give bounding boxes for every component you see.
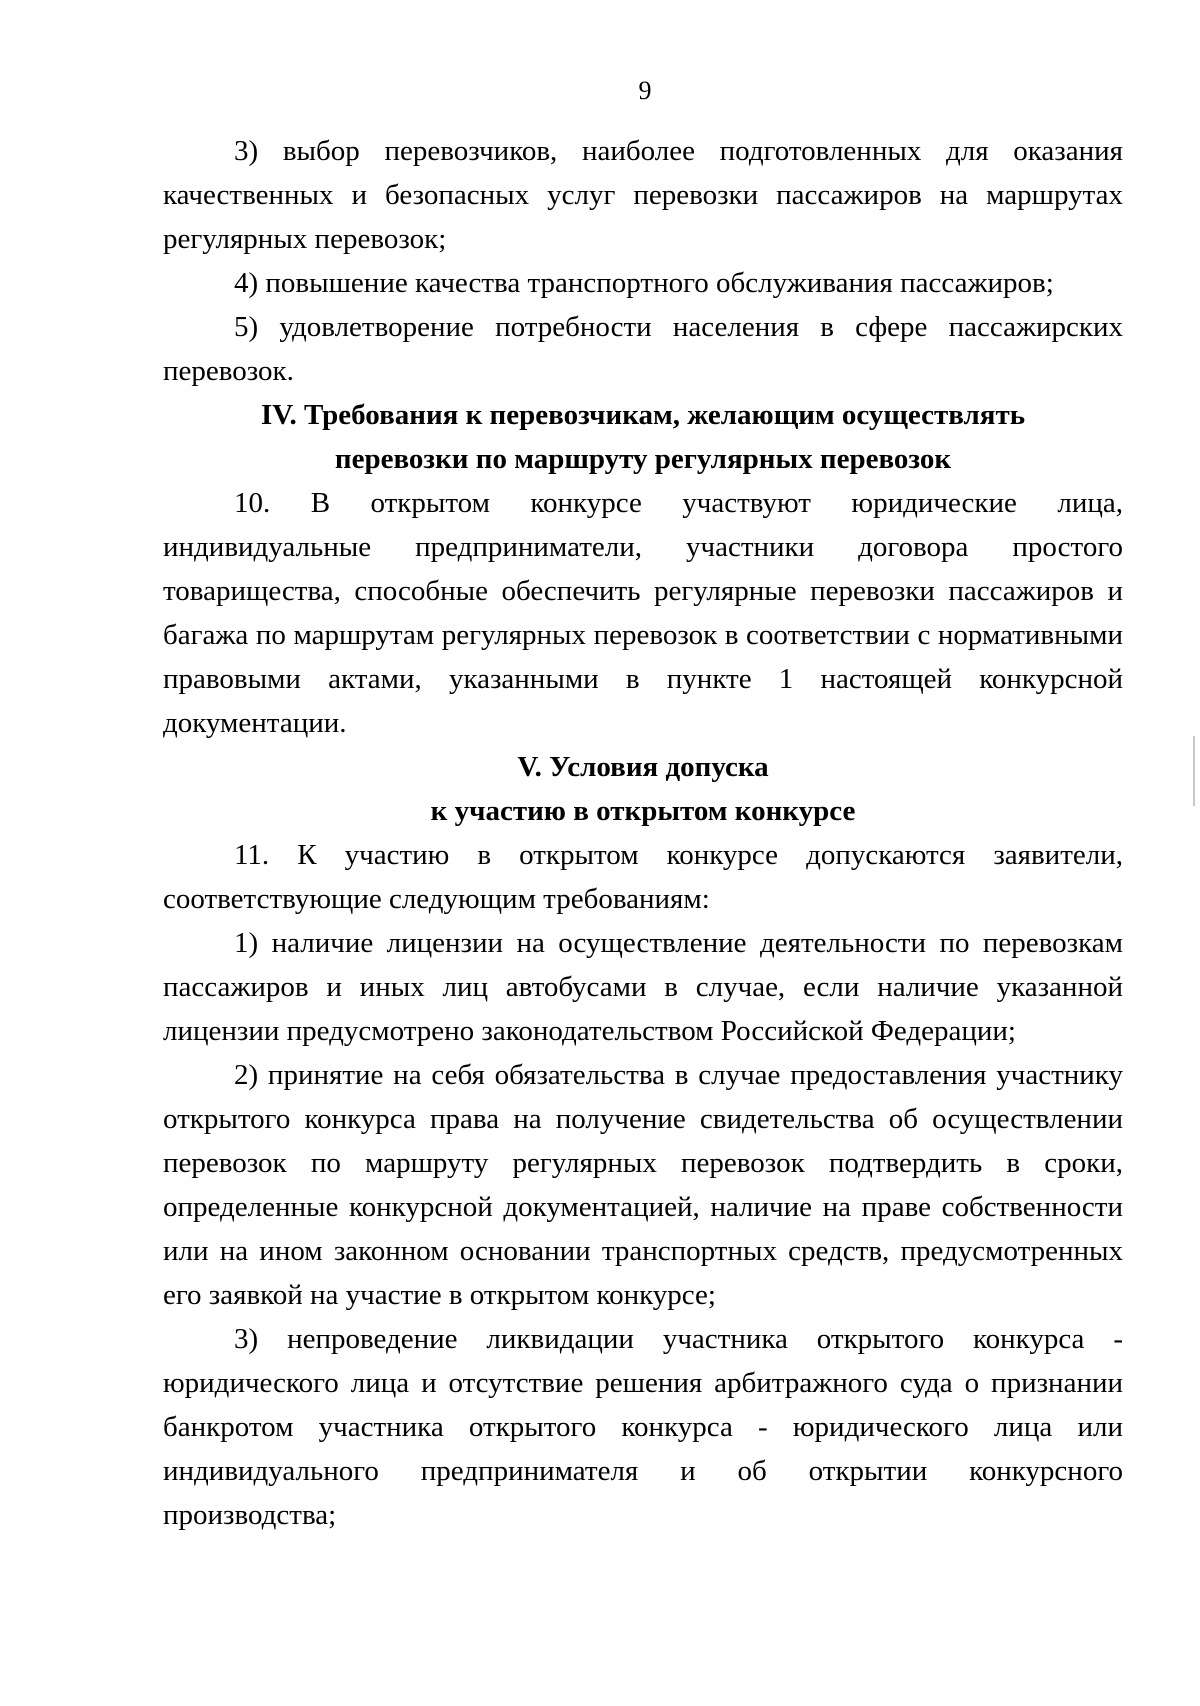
page-number: 9 bbox=[638, 76, 652, 105]
condition-2: 2) принятие на себя обязательства в случае предоставления участнику открытого конкурса права на получение свидетельства об осуществлении перевозок по маршруту регулярных перевозок подтвердить в сроки, определенные конкурсной документацией, наличие на праве собственности или на ином законном основании транспортных средств, предусмотренных его заявкой на участие в открытом конкурсе; bbox=[163, 1059, 1123, 1311]
section-4-heading-line-2: перевозки по маршруту регулярных перевозок bbox=[334, 443, 952, 475]
list-item-3: 3) выбор перевозчиков, наиболее подготовленных для оказания качественных и безопасных услуг перевозки пассажиров на маршрутах регулярных перевозок; bbox=[163, 135, 1123, 255]
condition-3: 3) непроведение ликвидации участника открытого конкурса - юридического лица и отсутствие решения арбитражного суда о признании банкротом участника открытого конкурса - юридического лица или индивидуального предпринимателя и об открытии конкурсного производства; bbox=[163, 1323, 1123, 1531]
list-item-5: 5) удовлетворение потребности населения в сфере пассажирских перевозок. bbox=[163, 311, 1123, 387]
paragraph-10: 10. В открытом конкурсе участвуют юридические лица, индивидуальные предприниматели, участники договора простого товарищества, способные обеспечить регулярные перевозки пассажиров и багажа по маршрутам регулярных перевозок в соответствии с нормативными правовыми актами, указанными в пункте 1 настоящей конкурсной документации. bbox=[163, 487, 1123, 739]
document-body bbox=[163, 129, 1123, 1537]
scan-edge-mark bbox=[1193, 736, 1195, 806]
section-4-heading-line-1: IV. Требования к перевозчикам, желающим осуществлять bbox=[260, 399, 1026, 431]
list-item-4: 4) повышение качества транспортного обслуживания пассажиров; bbox=[234, 267, 1054, 299]
paragraph-11: 11. К участию в открытом конкурсе допускаются заявители, соответствующие следующим требованиям: bbox=[163, 839, 1123, 915]
section-5-heading-line-2: к участию в открытом конкурсе bbox=[430, 795, 856, 827]
condition-1: 1) наличие лицензии на осуществление деятельности по перевозкам пассажиров и иных лиц автобусами в случае, если наличие указанной лицензии предусмотрено законодательством Российской Федерации; bbox=[163, 927, 1123, 1047]
section-5-heading-line-1: V. Условия допуска bbox=[517, 751, 769, 783]
